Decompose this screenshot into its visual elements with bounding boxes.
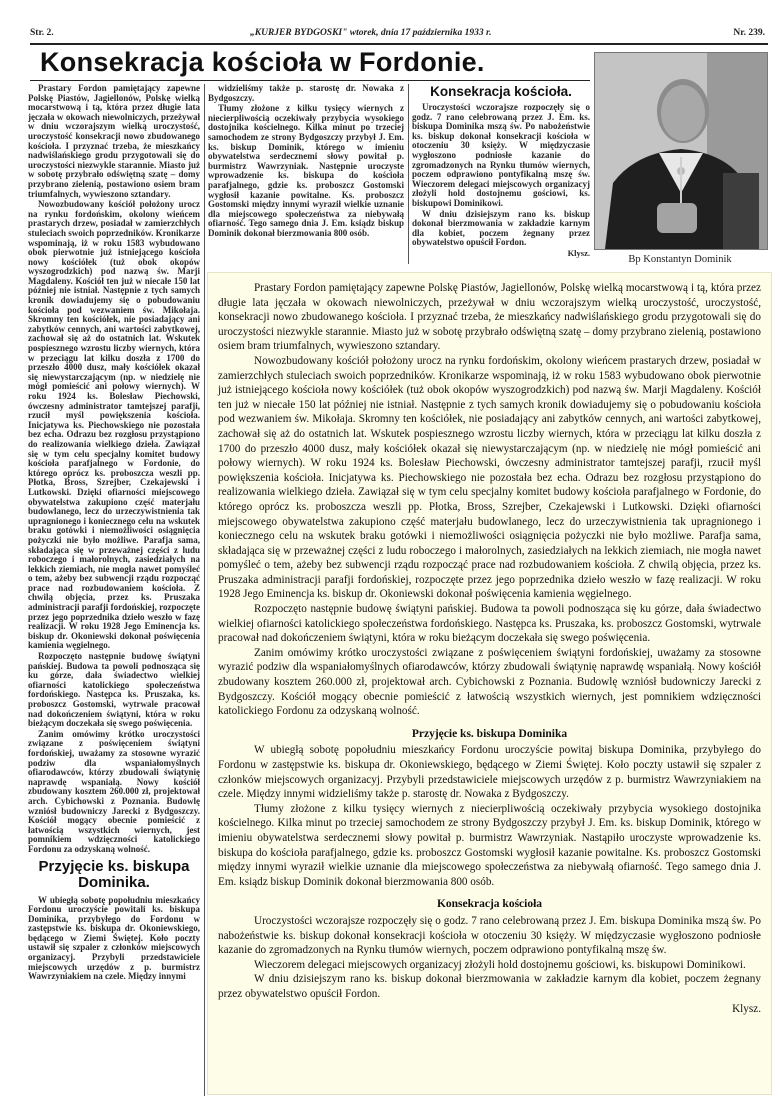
transcription-paragraph: W ubiegłą sobotę popołudniu mieszkańcy Fordonu uroczyście powitaj biskupa Dominika, przybyłego do Fordonu w zastępstwie ks. biskupa dr. Okoniewskiego, będącego w Ziemi Świętej. Koło poczty ustawił się szpaler z członków miejscowych organizacyj. Przybyli przedstawiciele miejscowych urzędów z p. burmistrz Wawrzyniakiem na czele. Między innymi widzieliśmy także p. starostę dr. Nowaka z Bydgoszczy. [218,744,761,801]
headline: Konsekracja kościoła w Fordonie. [40,47,485,77]
bishop-portrait-photo [594,52,768,250]
transcription-signature: Klysz. [732,1002,761,1015]
scan-column-1 [28,84,200,1096]
portrait-figure-icon [595,53,767,249]
scan-column-3 [412,84,590,264]
transcription-paragraph: W dniu dzisiejszym rano ks. biskup dokonał bierzmowania w zakładzie karnym dla kobiet, poczem żegnany przez obywatelstwo opuścił Fordon. [218,973,761,1000]
scan-paragraph: widzieliśmy także p. starostę dr. Nowaka z Bydgoszczy. [208,84,404,103]
scan-subheading: Przyjęcie ks. biskupa Dominika. [38,857,190,891]
transcription-paragraph: Prastary Fordon pamiętający zapewne Polskę Piastów, Jagiellonów, Polskę wielką mocarstwową i tą, która przez długie lata jęczała w okowach niewolniczych, przeżywał w dniu wczorajszym wielką uroczystość, uroczystość, konsekracji nowo zbudowanego kościoła. I przyznać trzeba, że mieszkańcy nadwiślańskiego grodu przygotowali się do uroczystości niezwykle starannie. Miasto już w sobotę przybrało odświętną szatę – domy przybrano zielenią, postawiono osiem bram triumfalnych, wywieszono sztandary. [218,282,761,353]
transcription-panel [207,272,772,1095]
scan-paragraph: Nowozbudowany kościół położony urocz na rynku fordońskim, okolony wieńcem prastarych drzew, posiadał w zamierzchłych stuleciach swoich poprzedników. Kronikarze wspominają, iż w roku 1583 wybudowano obok pierwotnie już istniejącego kościoła nowy kościółek (tuż obok okopów wyszogrodzkich) pod nazwą św. Marji Magdaleny. Kościół ten już w niecałe 150 lat później nie istniał. Następnie z tych samych kronik dowiadujemy się o pobudowaniu kościoła pod wezwaniem św. Mikołaja. Skromny ten kościółek, nie posiadający ani zabytków cennych, ani wartości zabytkowej, zachował się aż do ostatnich lat. Wskutek pospiesznego wzrostu liczby wiernych, która w przeciągu lat kilku doszła z 1700 do przeszło 4000 dusz, mały kościółek okazał się niewystarczającym (np. w niedzielę nie mógł pomieścić ani połowy wiernych). W roku 1924 ks. Bolesław Piechowski, ówczesny administrator tamtejszej parafji, rzucił myśl powiększenia kościoła. Inicjatywa ks. Piechowskiego nie pozostała bez echa. Odrazu bez rozgłosu przystąpiono do realizowania wielkiego dzieła. Zawiązał się w tym celu specjalny komitet budowy kościoła parafjalnego w Fordonie, do którego oprócz ks. proboszcza weszli pp. Płotka, Bross, Szrejber, Czekajewski i Lutkowski. Dzięki ofiarności miejscowego obywatelstwa zakupiono część materjału budowlanego, lecz do urzeczywistnienia tak upragnionego i koniecznego celu na wskutek braku gotówki i niemożliwości osiągnięcia pożyczki nie było możliwe. Parafja sama, składająca się w przeważnej części z ludu roboczego i małorolnych, zasiedziałych na lekkich ziemiach, nie mogła nawet pomyśleć o tem, ażeby bez subwencji rządu rozpocząć prace nad rozbudowaniem kościoła. Z chwilą objęcia, przez ks. Pruszaka administracji parafji fordońskiej, rozpoczęte przez jego poprzednika dzieło weszło w fazę realizacji. W roku 1928 Jego Eminencja ks. biskup dr. Okoniewski dokonał poświęcenia kamienia węgielnego. [28,199,200,651]
transcription-paragraph: Zanim omówimy krótko uroczystości związane z poświęceniem świątyni fordońskiej, uważamy za stosowne wyrazić podziw dla wspaniałomyślnych ofiarodawców, którzy zbudowali świątynię naprawdę wspaniałą. Nowy kościół zbudowany kosztem 260.000 zł, projektował arch. Cybichowski z Poznania. Budowlę wzniósł budowniczy Jarecki z Bydgoszczy. Kościół mogący obecnie pomieścić z łatwością wszystkich wiernych, jest pomnikiem wdzięczności katolickiego Fordonu za odzyskaną wolność. [218,646,761,718]
page-header [30,28,765,42]
transcription-heading: Konsekracja kościoła [436,898,543,911]
header-rule [30,43,768,45]
scan-paragraph: Prastary Fordon pamiętający zapewne Polskę Piastów, Jagiellonów, Polskę wielką mocarstwową i tą, która przez długie lata jęczała w okowach niewolniczych, przeżywał w dniu wczorajszym wielką uroczystość, uroczystość konsekracji nowo zbudowanego kościoła. I przyznać trzeba, że mieszkańcy nadwiślańskiego grodu przygotowali się do uroczystości niezwykle starannie. Miasto już w sobotę przybrało odświętną szatę – domy przybrano zielenią, postawiono osiem bram triumfalnych, wywieszono sztandary. [28,84,200,199]
transcription-paragraph: Rozpoczęto następnie budowę świątyni pańskiej. Budowa ta powoli podnosząca się ku górze, dała świadectwo wielkiej ofiarności katolickiego społeczeństwa fordońskiego. Następca ks. Pruszaka, ks. proboszcz Gostomski, wytrwale pracował nad dokończeniem świątyni, która w roku bieżącym doczekała się swego poświęcenia. [218,603,761,645]
scan-paragraph: Zanim omówimy krótko uroczystości związane z poświęceniem świątyni fordońskiej, uważamy za stosowne wyrazić podziw dla wspaniałomyślnych ofiarodawców, którzy zbudowali świątynię naprawdę wspaniałą. Nowy kościół zbudowany kosztem 260.000 zł, projektował arch. Cybichowski z Poznania. Budowlę wzniósł budowniczy Jarecki z Bydgoszczy. Kościół mogący obecnie pomieścić z łatwością wszystkich wiernych, jest pomnikiem wdzięczności katolickiego Fordonu za odzyskaną wolność. [28,728,200,854]
column-divider [204,84,205,1096]
transcription-paragraph: Tłumy złożone z kilku tysięcy wiernych z niecierpliwością oczekiwały przybycia wysokiego dostojnika kościelnego. Kilka minut po trzeciej samochodem ze strony Bydgoszczy przybył J. Em. ks. biskup Dominik, którego w imieniu obywatelstwa serdecznemi słowy powitał p. burmistrz Wawrzyniak. Nastąpiło uroczyste wprowadzenie ks. biskupa do kościoła parafjalnego, gdzie ks. proboszcz Gostomski wygłosił kazanie powitalne. Ks. proboszcz Gostomski między innymi wyraził wielkie uznanie dla miejscowego społeczeństwa za niebywałą ofiarność. Tego samego dnia J. Em. ksiądz biskup Dominik dokonał bierzmowania 800 osób. [218,802,761,888]
masthead: „KURJER BYDGOSKI" wtorek, dnia 17 października 1933 r. [250,28,492,38]
page-number: Str. 2. [30,28,54,38]
photo-caption: Bp Konstantyn Dominik [628,254,732,265]
transcription-heading: Przyjęcie ks. biskupa Dominika [411,727,568,740]
transcription-paragraph: Wieczorem delegaci miejscowych organizacyj złożyli hold dostojnemu gościowi, ks. biskupowi Dominikowi. [254,958,746,971]
scan-paragraph: W ubiegłą sobotę popołudniu mieszkańcy Fordonu uroczyście powitali ks. biskupa Dominika, przybyłego do Fordonu w zastępstwie ks. biskupa dr. Okoniewskiego, będącego w Ziemi Świętej. Koło poczty ustawił się szpaler z członków miejscowych organizacyj. Przybyli przedstawiciele miejscowych urzędów z p. burmistrz Wawrzyniakiem na czele. Między innymi [28,894,200,982]
scan-subheading: Konsekracja kościoła. [430,84,572,99]
scan-paragraph: W dniu dzisiejszym rano ks. biskup dokonał bierzmowania w zakładzie karnym dla kobiet, poczem żegnany przez obywatelstwo opuścił Fordon. [412,208,590,248]
transcription-paragraph: Uroczystości wczorajsze rozpoczęły się o godz. 7 rano celebrowaną przez J. Em. biskupa Dominika mszą św. Po nabożeństwie ks. biskup dokonał konsekracji kościoła w otoczeniu 30 księży. W międzyczasie wygłoszono podniosłe kazanie do zgromadzonych na Rynku tłumów wiernych, poczem odprawiono pontyfikalną mszę św. [218,914,761,957]
scan-paragraph: Uroczystości wczorajsze rozpoczęły się o godz. 7 rano celebrowaną przez J. Em. ks. biskupa Dominika mszą św. Po nabożeństwie ks. biskup dokonał konsekracji kościoła w otoczeniu 30 księży. W międzyczasie wygłoszono podniosłe kazanie do zgromadzonych na Rynku tłumów wiernych, poczem odprawiono pontyfikalną mszę św. Wieczorem delegaci miejscowych organizacyj złożyli hold dostojnemu gościowi, ks. biskupowi Dominikowi. [412,102,590,208]
headline-rule [30,80,590,81]
scan-signature: Klysz. [567,247,590,258]
scan-column-2 [208,84,404,264]
issue-number: Nr. 239. [733,28,765,38]
scan-paragraph: Tłumy złożone z kilku tysięcy wiernych z niecierpliwością oczekiwały przybycia wysokiego dostojnika kościelnego. Kilka minut po trzeciej samochodem ze strony Bydgoszczy przybył J. Em. ks. biskup Dominik, którego w imieniu obywatelstwa serdecznemi słowy powitał p. burmistrz Wawrzyniak. Następnie uroczyste wprowadzenie ks. biskupa do kościoła parafjalnego, gdzie ks. proboszcz Gostomski wygłosił kazanie powitalne. Ks. proboszcz Gostomski między innymi wyraził wielkie uznanie dla miejscowego społeczeństwa za niebywałą ofiarność. Tego samego dnia J. Em. ksiądz biskup Dominik dokonał bierzmowania 800 osób. [208,103,404,238]
scan-paragraph: Rozpoczęto następnie budowę świątyni pańskiej. Budowa ta powoli podnosząca się ku górze, dała świadectwo wielkiej ofiarności katolickiego społeczeństwa fordońskiego. Następca ks. Pruszaka, ks. proboszcz Gostomski, wytrwale pracował nad dokończeniem świątyni, która w roku bieżącym doczekała się swego poświęcenia. [28,651,200,729]
transcription-paragraph: Nowozbudowany kościół położony urocz na rynku fordońskim, okolony wieńcem prastarych drzew, posiadał w zamierzchłych stuleciach swoich poprzedników. Kronikarze wspominają, iż w roku 1583 wybudowano obok pierwotnie już istniejącego kościoła nowy kościółek (tuż obok okopów wyszogrodzkich) pod nazwą św. Marji Magdaleny. Kościół ten już w niecałe 150 lat później nie istniał. Następnie z tych samych kronik dowiadujemy się o pobudowaniu kościoła pod wezwaniem św. Mikołaja. Skromny ten kościółek, nie posiadający ani zabytków cennych, ani wartości zabytkowej, zachował się aż do ostatnich lat. Wskutek pospiesznego wzrostu liczby wiernych, która w przeciągu lat kilku doszła z 1700 do przeszło 4000 dusz, mały kościółek okazał się niewystarczającym (np. w niedzielę nie mógł pomieścić ani połowy wiernych). W roku 1924 ks. Bolesław Piechowski, ówczesny administrator tamtejszej parafji, rzucił myśl powiększenia kościoła. Inicjatywa ks. Piechowskiego nie pozostała bez echa. Odrazu bez rozgłosu przystąpiono do realizowania wielkiego dzieła. Zawiązał się w tym celu specjalny komitet budowy kościoła parafjalnego w Fordonie, do którego oprócz ks. proboszcza weszli pp. Płotka, Bross, Szrejber, Czekajewski i Lutkowski. Dzięki ofiarności miejscowego obywatelstwa zakupiono część materjału budowlanego, lecz do urzeczywistnienia tak upragnionego i koniecznego celu na wskutek braku gotówki i niemożliwości osiągnięcia pożyczki nie było możliwe. Parafja sama, składająca się w przeważnej części z ludu roboczego i małorolnych, zasiedziałych na lekkich ziemiach, nie mogła nawet pomyśleć o tem, ażeby bez subwencji rządu rozpocząć prace nad rozbudowaniem kościoła. Z chwilą objęcia, przez ks. Pruszaka administracji parafji fordońskiej, rozpoczęte przez jego poprzednika dzieło weszło w fazę realizacji. W roku 1928 Jego Eminencja ks. biskup dr. Okoniewski dokonał poświęcenia kamienia węgielnego. [218,354,761,601]
column-divider [408,84,409,264]
